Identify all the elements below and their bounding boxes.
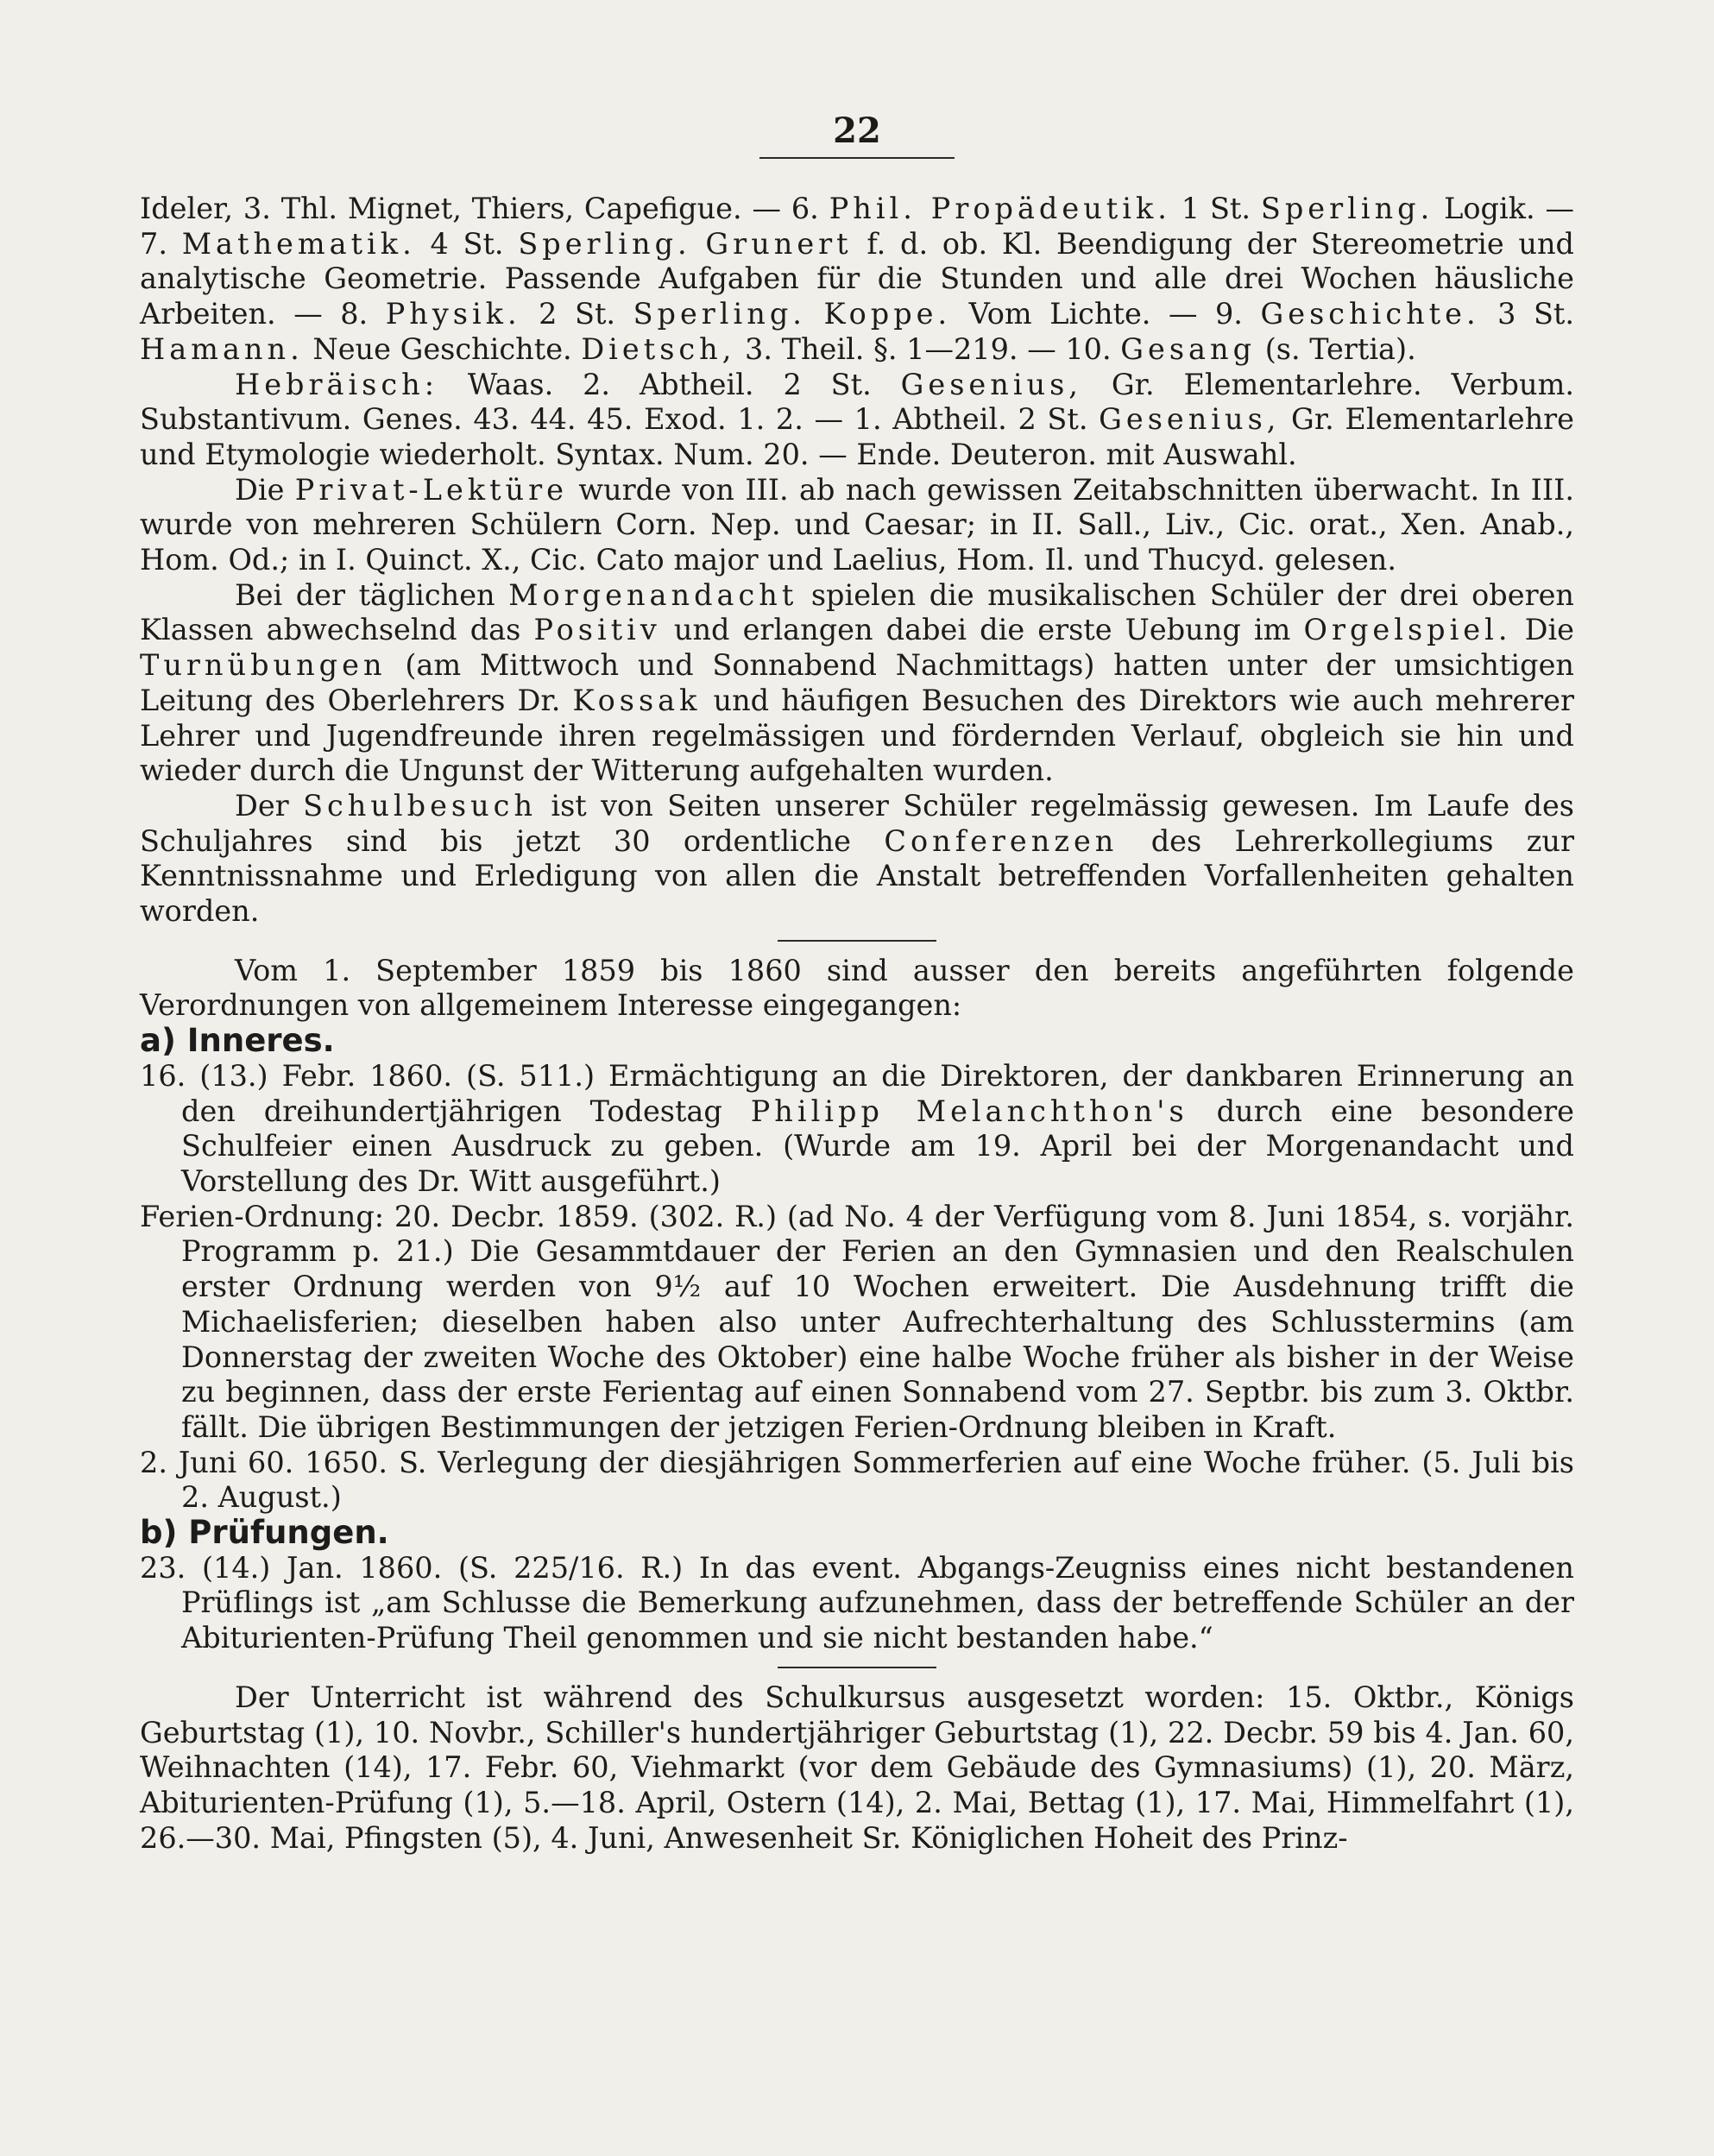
- section-divider: [778, 940, 936, 942]
- section-divider: [778, 1667, 936, 1668]
- school-attendance-paragraph: Der Schulbesuch ist von Seiten unserer Schüler regelmässig gewesen. Im Laufe des Schuljahres sind bis jetzt 30 ordentliche Conferenzen des Lehrerkollegiums zur Kenntnissnahme und Erledigung von allen die Anstalt betreffenden Vorfallenheiten gehalten worden.: [140, 788, 1574, 929]
- ordinances-intro: Vom 1. September 1859 bis 1860 sind ausser den bereits angeführten folgende Verordnungen von allgemeinem Interesse eingegangen:: [140, 953, 1574, 1023]
- heading-inneres: a) Inneres.: [140, 1022, 335, 1060]
- ordinance-entry: 2. Juni 60. 1650. S. Verlegung der diesjährigen Sommerferien auf eine Woche früher. (5. Juli bis 2. August.): [140, 1445, 1574, 1515]
- heading-pruefungen: b) Prüfungen.: [140, 1514, 389, 1552]
- ordinance-entry: Ferien-Ordnung: 20. Decbr. 1859. (302. R.) (ad No. 4 der Verfügung vom 8. Juni 1854, s. vorjähr. Programm p. 21.) Die Gesammtdauer der Ferien an den Gymnasien und den Realschulen erster Ordnung werden von 9½ auf 10 Wochen erweitert. Die Ausdehnung trifft die Michaelisferien; dieselben haben also unter Aufrechterhaltung des Schlusstermins (am Donnerstag der zweiten Woche des Oktober) eine halbe Woche früher als bisher in der Weise zu beginnen, dass der erste Ferientag auf einen Sonnabend vom 27. Septbr. bis zum 3. Oktbr. fällt. Die übrigen Bestimmungen der jetzigen Ferien-Ordnung bleiben in Kraft.: [140, 1199, 1574, 1444]
- private-reading-paragraph: Die Privat-Lektüre wurde von III. ab nach gewissen Zeitabschnitten überwacht. In III. wurde von mehreren Schülern Corn. Nep. und Caesar; in II. Sall., Liv., Cic. orat., Xen. Anab., Hom. Od.; in I. Quinct. X., Cic. Cato major und Laelius, Hom. Il. und Thucyd. gelesen.: [140, 472, 1575, 577]
- holidays-paragraph: Der Unterricht ist während des Schulkursus ausgesetzt worden: 15. Oktbr., Königs Geburtstag (1), 10. Novbr., Schiller's hundertjähriger Geburtstag (1), 22. Decbr. 59 bis 4. Jan. 60, Weihnachten (14), 17. Febr. 60, Viehmarkt (vor dem Gebäude des Gymnasiums) (1), 20. März, Abiturienten-Prüfung (1), 5.—18. April, Ostern (14), 2. Mai, Bettag (1), 17. Mai, Himmelfahrt (1), 26.—30. Mai, Pfingsten (5), 4. Juni, Anwesenheit Sr. Königlichen Hoheit des Prinz-: [140, 1680, 1574, 1855]
- page-number-rule: [759, 157, 955, 159]
- curriculum-paragraph: Ideler, 3. Thl. Mignet, Thiers, Capefigue. — 6. Phil. Propädeutik. 1 St. Sperling. Logik. — 7. Mathematik. 4 St. Sperling. Grunert f. d. ob. Kl. Beendigung der Stereometrie und analytische Geometrie. Passende Aufgaben für die Stunden und alle drei Wochen häusliche Arbeiten. — 8. Physik. 2 St. Sperling. Koppe. Vom Lichte. — 9. Geschichte. 3 St. Hamann. Neue Geschichte. Dietsch, 3. Theil. §. 1—219. — 10. Gesang (s. Tertia).: [140, 192, 1575, 366]
- ordinance-entry: 16. (13.) Febr. 1860. (S. 511.) Ermächtigung an die Direktoren, der dankbaren Erinnerung an den dreihundertjährigen Todestag Philipp Melanchthon's durch eine besondere Schulfeier einen Ausdruck zu geben. (Wurde am 19. April bei der Morgenandacht und Vorstellung des Dr. Witt ausgeführt.): [140, 1058, 1574, 1198]
- page-number: 22: [833, 110, 881, 151]
- ordinance-entry: 23. (14.) Jan. 1860. (S. 225/16. R.) In das event. Abgangs-Zeugniss eines nicht bestandenen Prüflings ist „am Schlusse die Bemerkung aufzunehmen, dass der betreffende Schüler an der Abiturienten-Prüfung Theil genommen und sie nicht bestanden habe.“: [140, 1550, 1574, 1655]
- morning-devotion-paragraph: Bei der täglichen Morgenandacht spielen die musikalischen Schüler der drei oberen Klassen abwechselnd das Positiv und erlangen dabei die erste Uebung im Orgelspiel. Die Turnübungen (am Mittwoch und Sonnabend Nachmittags) hatten unter der umsichtigen Leitung des Oberlehrers Dr. Kossak und häufigen Besuchen des Direktors wie auch mehrerer Lehrer und Jugendfreunde ihren regelmässigen und fördernden Verlauf, obgleich sie hin und wieder durch die Ungunst der Witterung aufgehalten wurden.: [140, 577, 1575, 788]
- body-text: [140, 192, 1574, 1856]
- hebrew-paragraph: Hebräisch: Waas. 2. Abtheil. 2 St. Gesenius, Gr. Elementarlehre. Verbum. Substantivum. Genes. 43. 44. 45. Exod. 1. 2. — 1. Abtheil. 2 St. Gesenius, Gr. Elementarlehre und Etymologie wiederholt. Syntax. Num. 20. — Ende. Deuteron. mit Auswahl.: [140, 367, 1574, 471]
